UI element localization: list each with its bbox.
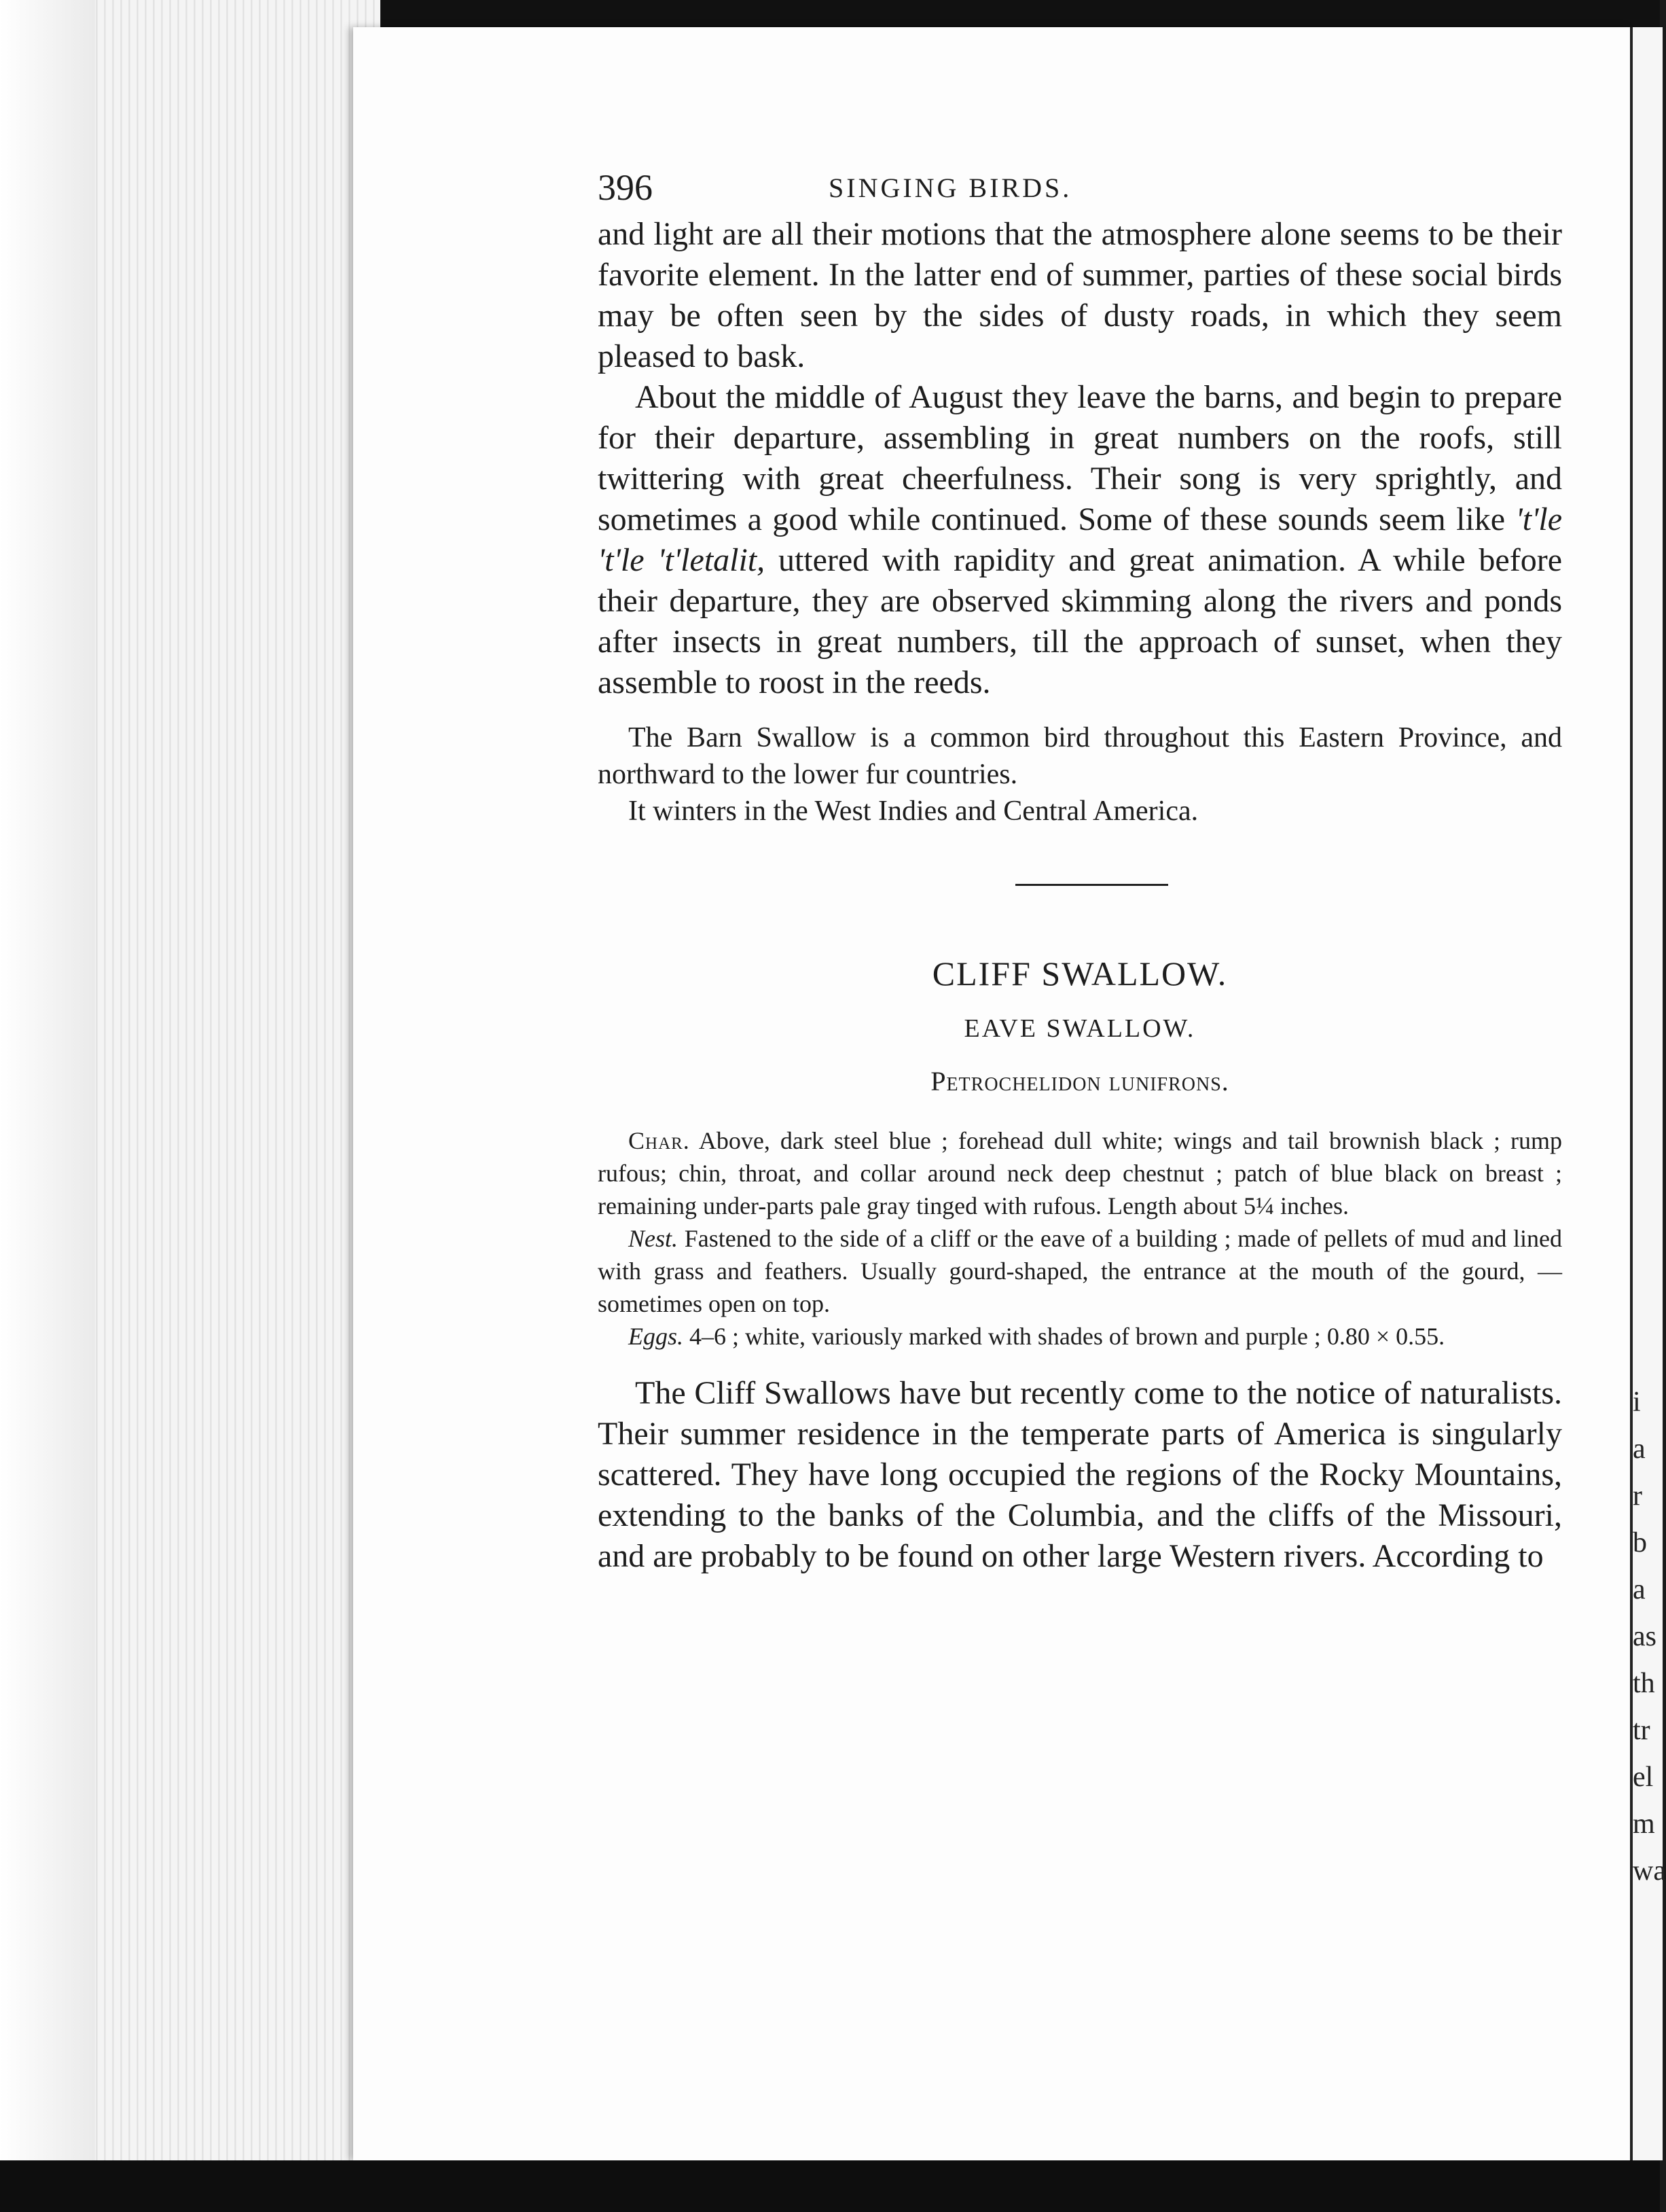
- species-alt-name: EAVE SWALLOW.: [964, 1014, 1196, 1043]
- paragraph-continued: and light are all their motions that the atmosphere alone seems to be their favorite element. In the latter end of summer, parties of these social birds may be often seen by the sides of dusty roads, in which they seem pleased to bask.: [598, 216, 1562, 374]
- char-entry: [598, 1124, 1562, 1222]
- paragraph-departure-end: uttered with rapidity and great animation. A while before their departure, they are observed skimming along the rivers and ponds after insects in great numbers, till the approach of sunset, when they assemble to roost in the reeds.: [598, 542, 1562, 700]
- distribution-text: The Barn Swallow is a common bird throughout this Eastern Province, and northward to the lower fur countries.: [598, 722, 1562, 790]
- facing-page-fragment: wa: [1633, 1855, 1666, 1887]
- paragraph-departure: [598, 377, 1562, 703]
- facing-page-fragment: th: [1633, 1668, 1655, 1699]
- page-header: [598, 153, 1562, 214]
- facing-page-fragment: r: [1633, 1480, 1642, 1512]
- facing-page-fragment: a: [1633, 1433, 1646, 1465]
- eggs-text: 4–6 ; white, variously marked with shades of brown and purple ; 0.80 × 0.55.: [689, 1323, 1445, 1350]
- nest-label: Nest.: [628, 1225, 678, 1252]
- book-edge-highlight: [0, 0, 95, 2212]
- eggs-label: Eggs.: [628, 1323, 683, 1350]
- facing-page-fragment: m: [1633, 1808, 1655, 1840]
- facing-page-fragment: a: [1633, 1574, 1646, 1605]
- page-content: [598, 153, 1562, 1577]
- species-description: [598, 1124, 1562, 1353]
- closing-paragraph: The Cliff Swallows have but recently come to the notice of naturalists. Their summer residence in the temperate parts of America is singularly scattered. They have long occupied the regions of the Rocky Mountains, extending to the banks of the Columbia, and the cliffs of the Missouri, and are probably to be found on other large Western rivers. According to: [598, 1375, 1562, 1574]
- facing-page-fragment: i: [1633, 1387, 1641, 1418]
- char-label: Char.: [628, 1127, 690, 1154]
- facing-page-fragment: el: [1633, 1762, 1654, 1793]
- species-title: CLIFF SWALLOW.: [932, 955, 1228, 993]
- scan-bottom-border: [0, 2160, 1660, 2212]
- paragraph-departure-start: About the middle of August they leave the barns, and begin to prepare for their departure, assembling in great numbers on the roofs, still twittering with great cheerfulness. Their song is very sprightly, and sometimes a good while continued. Some of these sounds seem like: [598, 379, 1562, 537]
- species-scientific-name: Petrochelidon lunifrons.: [930, 1066, 1229, 1096]
- song-transcription: 't'le 't'le 't'letalit,: [598, 501, 1563, 578]
- nest-text: Fastened to the side of a cliff or the eave of a building ; made of pellets of mud and lined with grass and feathers. Usually gourd-shaped, the entrance at the mouth of the gourd, — sometimes open on top.: [598, 1225, 1563, 1317]
- facing-page-fragment: tr: [1633, 1715, 1650, 1746]
- running-head: SINGING BIRDS.: [829, 173, 1072, 203]
- nest-entry: [598, 1222, 1562, 1320]
- winter-range-text: It winters in the West Indies and Central America.: [628, 796, 1199, 827]
- facing-page-fragment: as: [1633, 1621, 1656, 1652]
- section-divider: [1015, 884, 1168, 886]
- facing-page-fragments: [1633, 1379, 1666, 1895]
- facing-page-fragment: b: [1633, 1527, 1647, 1558]
- char-text: Above, dark steel blue ; forehead dull white; wings and tail brownish black ; rump rufous; chin, throat, and collar around neck deep chestnut ; patch of blue black on breast ; remaining under-parts pale gray tinged with rufous. Length about 5¼ inches.: [598, 1127, 1562, 1219]
- eggs-entry: [598, 1320, 1562, 1353]
- page-number: 396: [598, 167, 653, 208]
